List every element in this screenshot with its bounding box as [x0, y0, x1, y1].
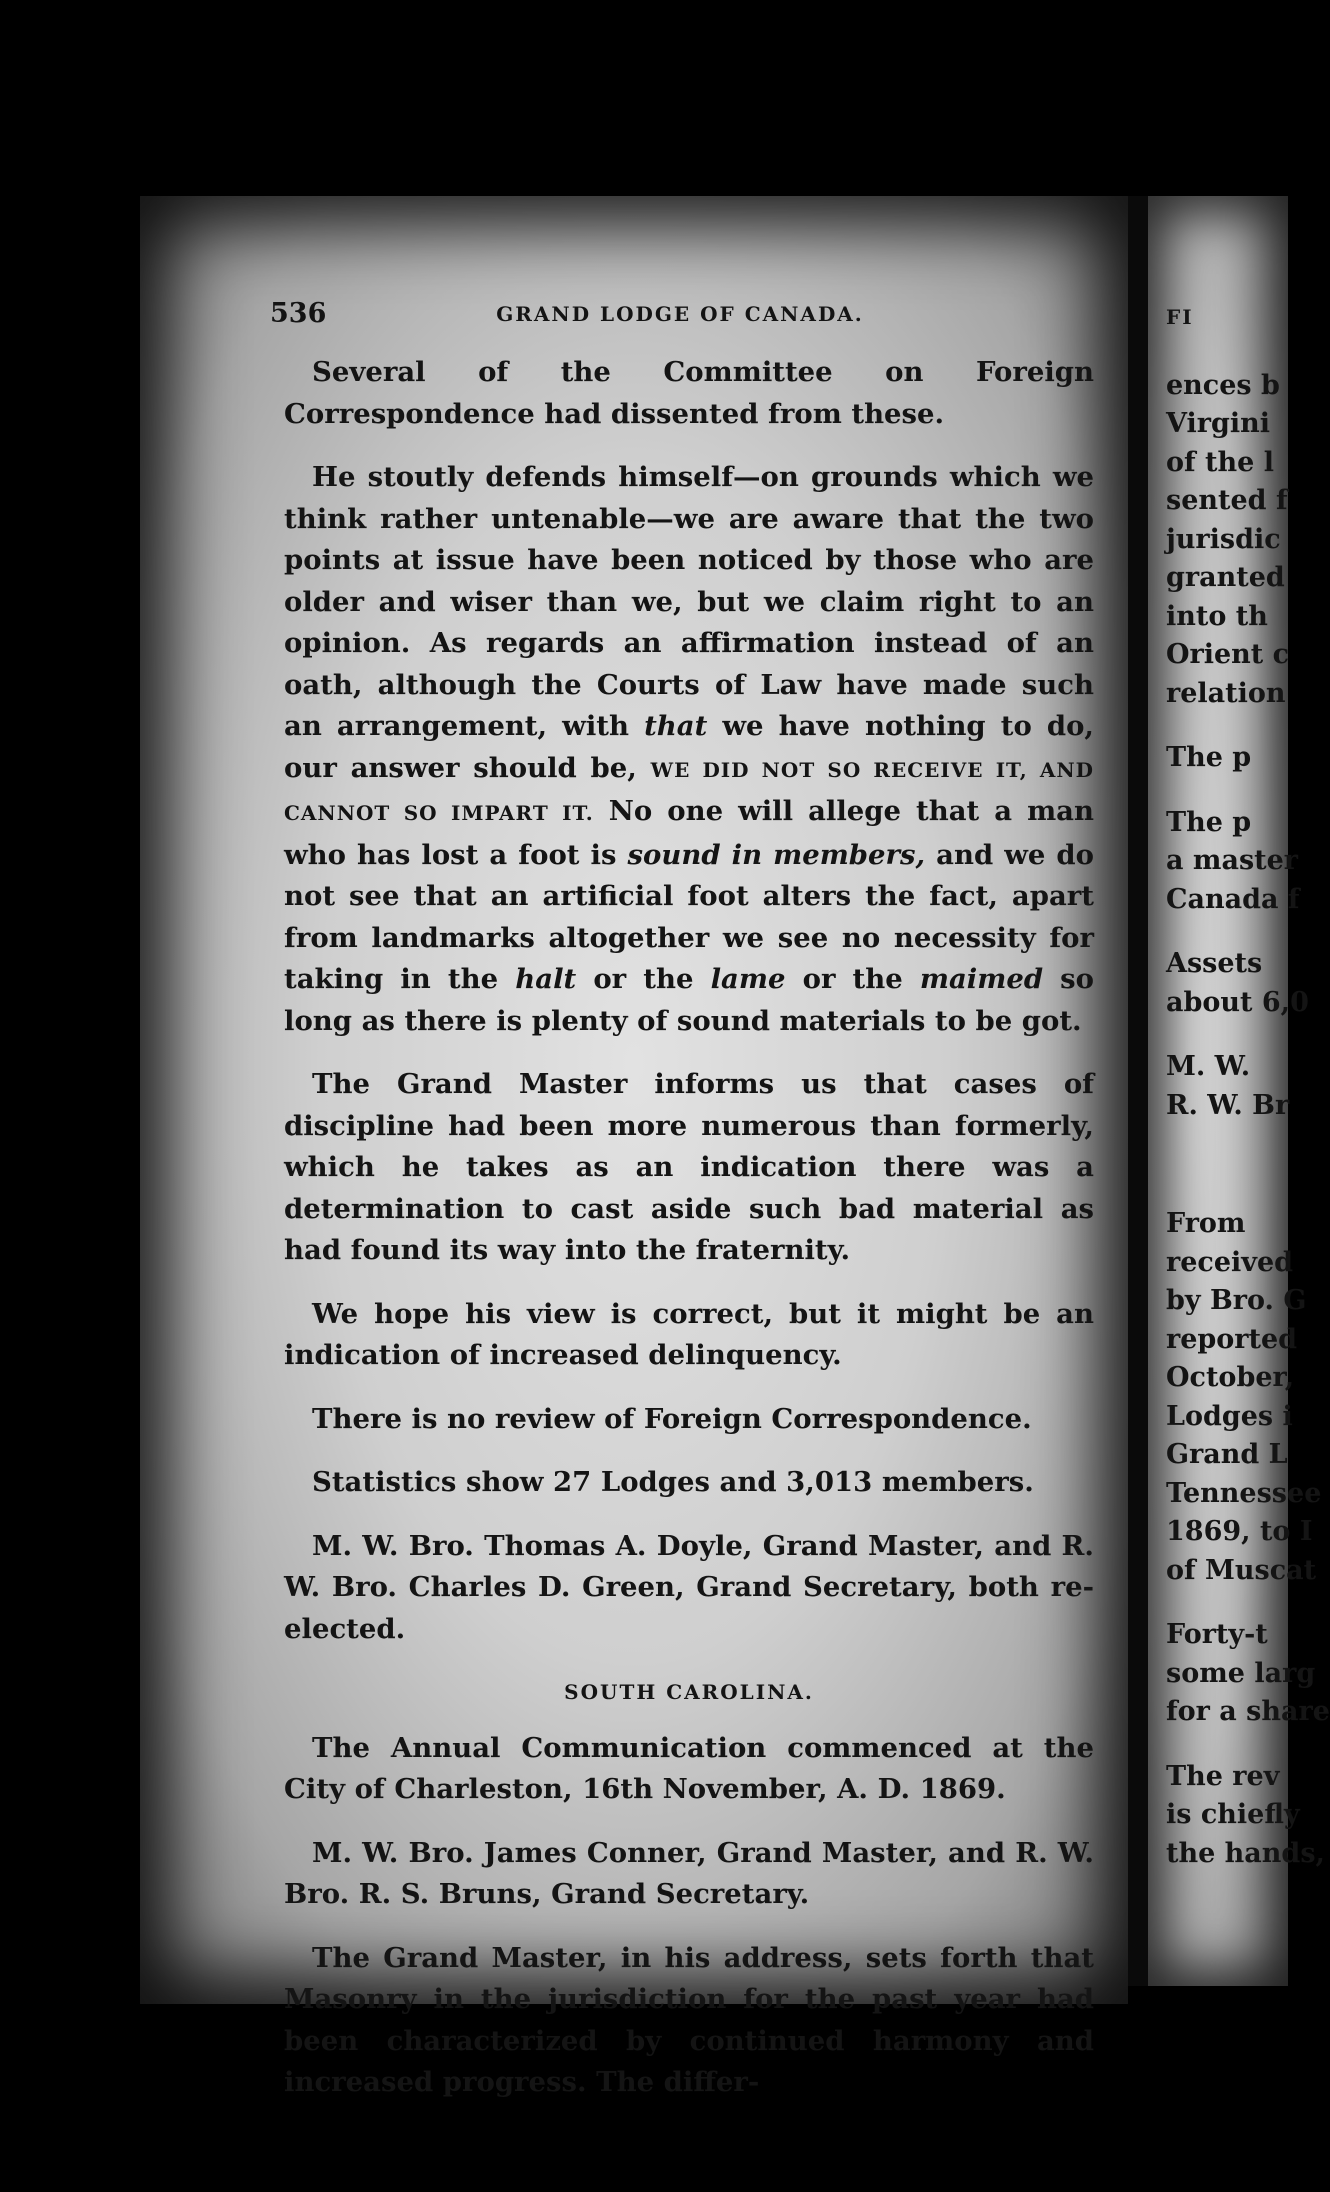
italic-text: sound in members, — [627, 838, 926, 871]
right-page-line: The rev — [1166, 1760, 1280, 1792]
paragraph: The Annual Communication commenced at the City of Charleston, 16th November, A. D. 1869. — [284, 1731, 1094, 1805]
right-page-line: some larg — [1166, 1657, 1316, 1689]
paragraph: The Grand Master, in his address, sets forth that Masonry in the jurisdiction for the past year had been characterized by continued harmony and increased progress. The differ- — [284, 1941, 1094, 2098]
right-page-line: of Muscat — [1166, 1554, 1317, 1586]
italic-text: halt — [515, 963, 577, 995]
right-page-line: a master — [1166, 845, 1299, 876]
right-page-line: Canada f — [1166, 883, 1300, 915]
text-run: He stoutly defends himself—on grounds which we think rather untenable—we are aware that the two points at issue have been noticed by those who are older and wiser than we, but we claim right to an opinion. As regards an affirmation instead of an oath, although the Courts of Law have made such an arrangement, with — [284, 461, 1094, 742]
right-page-line: relation — [1166, 677, 1286, 709]
paragraph: We hope his view is correct, but it might be an indication of increased delinquency. — [284, 1297, 1094, 1371]
right-page-line: Virgini — [1166, 408, 1270, 439]
paragraph: Several of the Committee on Foreign Correspondence had dissented from these. — [284, 356, 1094, 430]
right-page-line: of the l — [1166, 446, 1274, 478]
paragraph: Statistics show 27 Lodges and 3,013 members. — [312, 1466, 1034, 1498]
right-page-line: R. W. Br — [1166, 1089, 1290, 1121]
section-heading: SOUTH CAROLINA. — [564, 1680, 814, 1704]
text-run: No one will allege that a man who has lost a foot is — [284, 795, 1094, 871]
italic-text: lame — [710, 963, 786, 995]
paragraph: M. W. Bro. Thomas A. Doyle, Grand Master, and R. W. Bro. Charles D. Green, Grand Secretary, both re-elected. — [284, 1529, 1094, 1645]
right-page-line: Lodges i — [1166, 1400, 1293, 1432]
page-number: 536 — [270, 298, 327, 329]
right-page-line: October, — [1166, 1362, 1295, 1393]
right-page-head: FI — [1166, 305, 1194, 329]
paragraph-gap — [1166, 713, 1306, 739]
paragraph-gap — [1166, 1022, 1306, 1048]
right-page — [1148, 196, 1330, 1986]
right-page-line: ences b — [1166, 369, 1280, 401]
text-run: or the — [785, 963, 920, 995]
right-page-line: Grand L — [1166, 1439, 1288, 1470]
text-run: we have nothing to do, our answer should be, — [284, 710, 1094, 784]
paragraph-gap — [1166, 1732, 1306, 1758]
right-page-line: sented f — [1166, 485, 1288, 516]
right-page-line: Tennessee — [1166, 1477, 1322, 1509]
paragraph: There is no review of Foreign Correspondence. — [312, 1402, 1032, 1435]
paragraph-gap — [1166, 1590, 1306, 1616]
italic-text: that — [644, 710, 708, 742]
right-page-line: 1869, to I — [1166, 1516, 1313, 1547]
right-page-line: Orient c — [1166, 639, 1290, 670]
right-page-text — [1166, 305, 1330, 1873]
right-page-line: for a share — [1166, 1696, 1330, 1727]
paragraph-gap — [1166, 1125, 1306, 1205]
right-page-line: Forty-t — [1166, 1619, 1268, 1650]
paragraph-gap — [1166, 778, 1306, 804]
page-header — [270, 298, 1090, 328]
running-head: GRAND LODGE OF CANADA. — [496, 302, 864, 326]
right-page-line: Assets — [1166, 948, 1263, 979]
right-page-line: From — [1166, 1208, 1246, 1239]
page-body — [284, 352, 1094, 2126]
text-run: and we do not see that an artificial foot alters the fact, apart from landmarks altogether we see no necessity for taking in the — [284, 838, 1095, 995]
right-page-line: The p — [1166, 742, 1252, 773]
right-page-line: The p — [1166, 806, 1252, 838]
right-page-line: by Bro. G — [1166, 1285, 1307, 1316]
right-page-line: reported — [1166, 1323, 1298, 1355]
right-page-line: is chiefly — [1166, 1799, 1300, 1830]
book-gutter — [1128, 196, 1148, 1986]
right-page-line: about 6,0 — [1166, 986, 1309, 1018]
right-page-line: granted — [1166, 562, 1285, 593]
right-page-line: the hands, — [1166, 1837, 1325, 1869]
paragraph: M. W. Bro. James Conner, Grand Master, and R. W. Bro. R. S. Bruns, Grand Secretary. — [284, 1836, 1094, 1910]
right-page-line: received — [1166, 1246, 1294, 1278]
right-page-line: jurisdic — [1166, 523, 1281, 555]
right-page-line: into th — [1166, 600, 1268, 632]
text-run: or the — [576, 963, 711, 995]
right-page-line: M. W. — [1166, 1051, 1251, 1082]
paragraph-gap — [1166, 919, 1306, 945]
text-run: so long as there is plenty of sound materials to be got. — [284, 963, 1095, 1037]
paragraph: The Grand Master informs us that cases of discipline had been more numerous than formerly, which he takes as an indication there was a determination to cast aside such bad material as had found its way into the fraternity. — [284, 1068, 1094, 1266]
italic-text: maimed — [919, 963, 1044, 995]
small-caps-text: WE DID NOT SO RECEIVE IT, AND CANNOT SO IMPART IT. — [284, 757, 1094, 825]
paragraph — [284, 457, 1094, 1042]
